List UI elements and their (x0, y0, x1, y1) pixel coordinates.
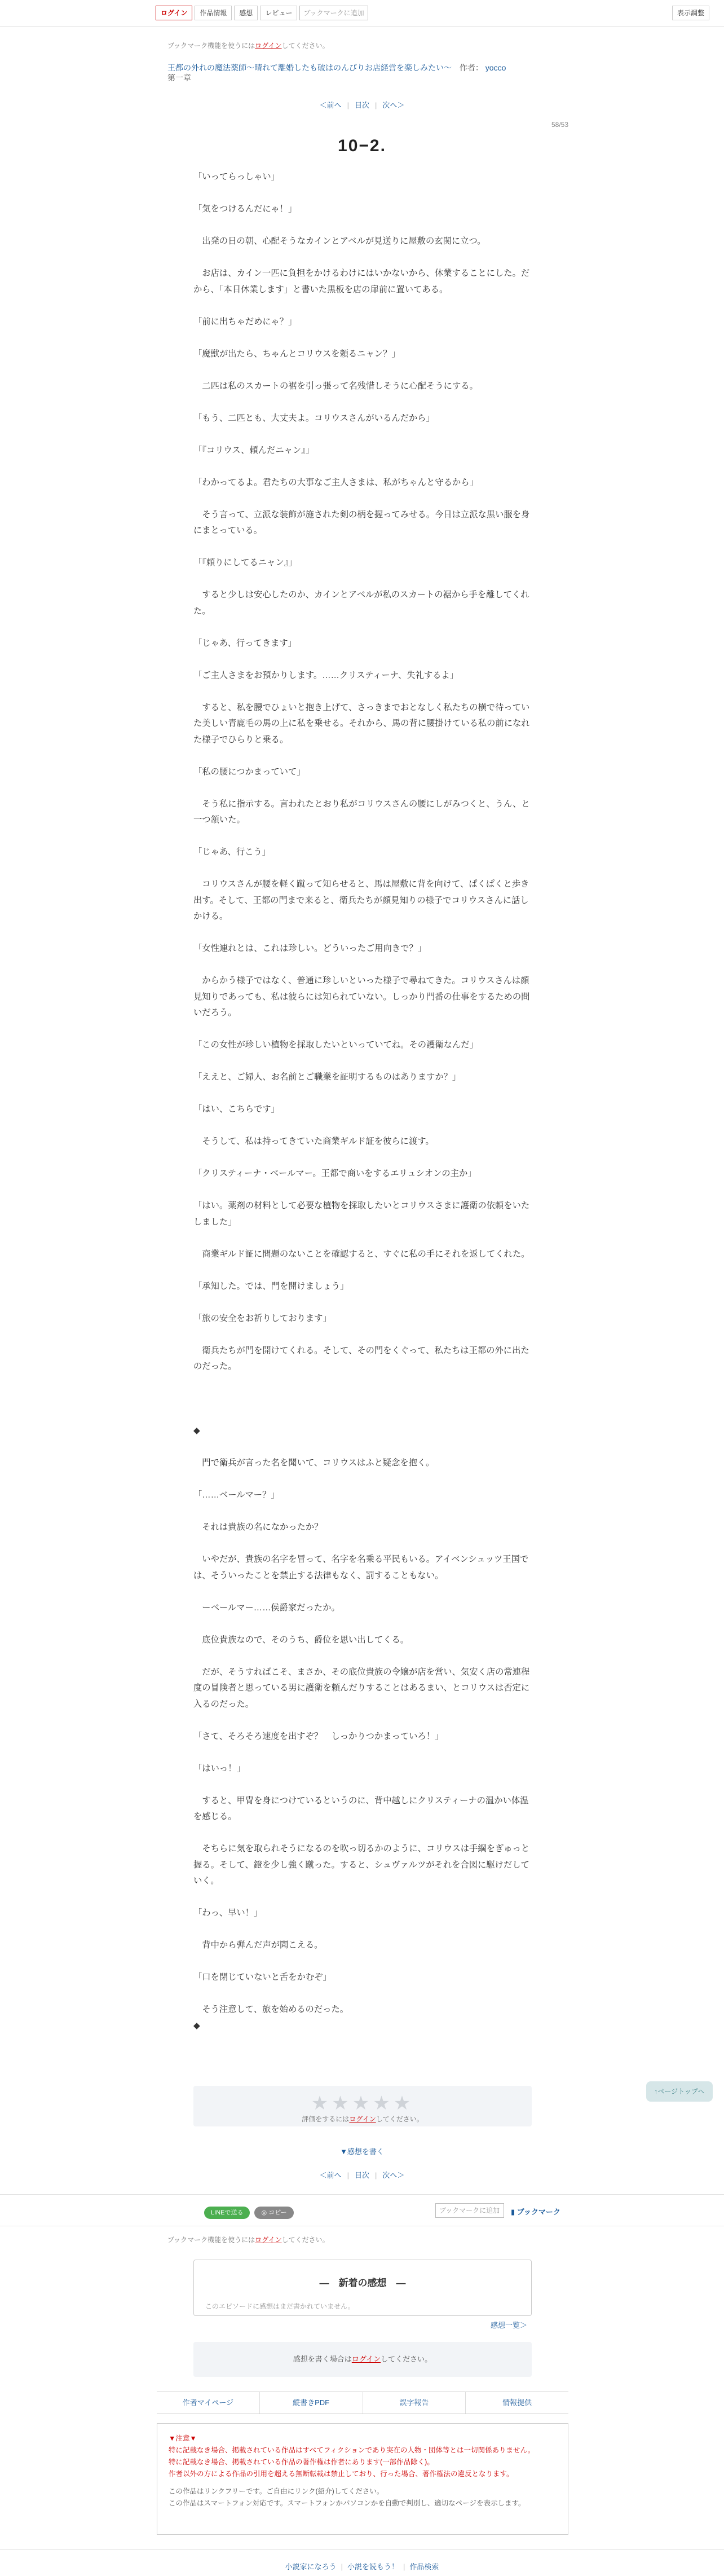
toc-link[interactable]: 目次 (354, 101, 369, 109)
blank-line (193, 1954, 532, 1970)
body-paragraph: 「旅の安全をお祈りしております」 (193, 1313, 332, 1323)
body-paragraph: お店は、カイン一匹に負担をかけるわけにはいかないから、休業することにした。だから、「本日休業します」と書いた黒板を店の扉前に置いてある。 (193, 268, 530, 294)
blank-line (193, 250, 532, 266)
display-settings-button[interactable]: 表示調整 (672, 6, 709, 20)
blank-line (193, 861, 532, 877)
body-paragraph: 「私の腰につかまっていて」 (193, 767, 306, 777)
body-paragraph: そちらに気を取られそうになるのを吹っ切るかのように、コリウスは手綱をぎゅっと握る。そして、鐙を少し強く蹴った。すると、シュヴァルツがそれを合図に駆けだしていく。 (193, 1844, 530, 1886)
next-link[interactable]: 次へ＞ (382, 2171, 405, 2179)
review-login-box (193, 2342, 532, 2377)
body-paragraph: 出発の日の朝、心配そうなカインとアベルが見送りに屋敷の玄関に立つ。 (193, 236, 486, 246)
blank-line (193, 780, 532, 796)
body-paragraph: 「口を閉じていないと舌をかむぞ」 (193, 1972, 332, 1982)
blank-line (193, 1294, 532, 1311)
bookmark-login-link[interactable]: ログイン (255, 42, 282, 50)
prev-link[interactable]: ＜前へ (319, 2171, 342, 2179)
blank-line (193, 1616, 532, 1632)
body-paragraph: そう言って、立派な装飾が施された剣の柄を握ってみせる。今日は立派な黒い服を身にまとっている。 (193, 509, 530, 535)
blank-line (193, 1230, 532, 1247)
line-share-button[interactable]: LINEで送る (204, 2207, 250, 2219)
blank-line (193, 362, 532, 378)
rating-note-suffix: してください。 (376, 2115, 423, 2123)
pager-bottom (0, 2169, 724, 2180)
blank-line (193, 298, 532, 314)
blank-line (193, 1118, 532, 1134)
toc-link[interactable]: 目次 (354, 2171, 369, 2179)
footer-links (157, 2392, 568, 2414)
typo-report-link[interactable]: 誤字報告 (363, 2392, 466, 2414)
author-link[interactable]: yocco (485, 63, 506, 72)
bookmark-note-prefix: ブックマーク機能を使うには (167, 42, 255, 50)
vertical-pdf-link[interactable]: 縦書きPDF (260, 2392, 363, 2414)
body-paragraph: すると少しは安心したのか、カインとアベルが私のスカートの裾から手を離してくれた。 (193, 590, 529, 616)
blank-line (193, 186, 532, 202)
narou-link[interactable]: 小説家になろう (285, 2562, 337, 2571)
page-count: 58/53 (551, 121, 568, 129)
search-link[interactable]: 作品検索 (409, 2562, 439, 2571)
body-paragraph: 底位貴族なので、そのうち、爵位を思い出してくる。 (193, 1635, 409, 1645)
blank-line (193, 330, 532, 346)
pager-sep: | (375, 2171, 377, 2179)
pager-top (0, 99, 724, 110)
blank-line (193, 748, 532, 764)
blank-line (193, 218, 532, 234)
blank-line (193, 491, 532, 507)
review-login-link[interactable]: ログイン (351, 2355, 381, 2363)
top-bar (0, 0, 724, 27)
body-paragraph: 「女性連れとは、これは珍しい。どういったご用向きで？」 (193, 944, 427, 953)
bookmark-button[interactable]: ▮ ブックマーク (511, 2208, 560, 2216)
reviews-list-link[interactable]: 感想一覧＞ (491, 2321, 528, 2330)
bottom-sep: | (341, 2562, 343, 2571)
body-paragraph: 「もう、二匹とも、大丈夫よ。コリウスさんがいるんだから」 (193, 413, 435, 423)
blank-line (193, 1407, 532, 1424)
blank-line (193, 571, 532, 588)
bookmark-login-link[interactable]: ログイン (255, 2236, 282, 2244)
blank-line (193, 1712, 532, 1729)
blank-line (193, 459, 532, 475)
rating-login-note (193, 2114, 532, 2124)
blank-line (193, 651, 532, 668)
body-paragraph: 「ええと、ご婦人、お名前とご職業を証明するものはありますか？」 (193, 1072, 461, 1082)
body-paragraph: 商業ギルド証に問題のないことを確認すると、すぐに私の手にそれを返してくれた。 (193, 1249, 530, 1259)
yomou-link[interactable]: 小説を読もう！ (347, 2562, 399, 2571)
bottom-sep: | (403, 2562, 405, 2571)
blank-line (193, 1584, 532, 1600)
body-paragraph: 「はい。薬剤の材料として必要な植物を採取したいとコリウスさまに護衛の依頼をいたしました」 (193, 1201, 530, 1227)
top-nav (156, 6, 368, 20)
body-paragraph: 「わかってるよ。君たちの大事なご主人さまは、私がちゃんと守るから」 (193, 477, 478, 487)
body-paragraph: だが、そうすればこそ、まさか、その底位貴族の令嬢が店を営い、気安く店の常連程度の冒険者と思っている男に護衛を頼んだりすることはあるまい、とコリウスは否定に入るのだった。 (193, 1667, 530, 1709)
body-paragraph: 二匹は私のスカートの裾を引っ張って名残惜しそうに心配そうにする。 (193, 381, 478, 391)
blank-line (193, 957, 532, 974)
blank-line (193, 1986, 532, 2002)
bookmark-note-suffix: してください。 (281, 2236, 329, 2244)
blank-line (193, 925, 532, 941)
blank-line (193, 1150, 532, 1166)
body-paragraph: いやだが、貴族の名字を冒って、名字を名乗る平民もいる。アイベンシュッツ王国では、そういったことを禁止する法律もなく、罰することもない。 (193, 1555, 529, 1580)
blank-line (193, 1472, 532, 1488)
body-paragraph: ◆ (193, 2020, 200, 2031)
caution-line: 特に記載なき場合、掲載されている作品の著作権は作者にあります(一部作品除く)。 (169, 2458, 434, 2466)
body-paragraph: 衛兵たちが門を開けてくれる。そして、その門をくぐって、私たちは王都の外に出たのだった。 (193, 1345, 529, 1371)
rating-box (193, 2086, 532, 2126)
body-paragraph: 「『コリウス、頼んだニャン』」 (193, 445, 315, 455)
blank-line (193, 1327, 532, 1343)
caution-line: 特に記載なき場合、掲載されている作品はすべてフィクションであり実在の人物・団体等とは一切関係ありません。 (169, 2446, 535, 2454)
blank-line (193, 1922, 532, 1938)
caution-line: 作者以外の方による作品の引用を超える無断転載は禁止しており、行った場合、著作権法の違反となります。 (169, 2470, 514, 2478)
body-paragraph: 「いってらっしゃい」 (193, 172, 280, 182)
blank-line (193, 1182, 532, 1199)
episode-title: 10−2. (338, 136, 386, 155)
body-paragraph: 背中から弾んだ声が聞こえる。 (193, 1940, 323, 1950)
blank-line (193, 1262, 532, 1279)
blank-line (193, 1086, 532, 1102)
info-provide-link[interactable]: 情報提供 (502, 2398, 532, 2407)
rating-note-prefix: 評価をするには (302, 2115, 350, 2123)
blank-line (193, 539, 532, 556)
bookmark-login-note-bottom (167, 2235, 329, 2244)
caution-head: ▼注意▼ (169, 2434, 197, 2442)
body-paragraph: 「じゃあ、行こう」 (193, 847, 271, 857)
no-reviews-message: このエピソードに感想はまだ書かれていません。 (205, 2302, 355, 2310)
body-paragraph: それは貴族の名になかったか？ (193, 1522, 323, 1532)
review-login-prefix: 感想を書く場合は (293, 2355, 352, 2363)
body-paragraph: コリウスさんが腰を軽く蹴って知らせると、馬は屋敷に背を向けて、ぱくぱくと歩き出す。そして、王都の門まで来ると、衛兵たちが顔見知りの様子でコリウスさんに話しかける。 (193, 879, 529, 921)
bookmark-note-suffix: してください。 (281, 42, 329, 50)
author-mypage-link[interactable]: 作者マイページ (157, 2392, 260, 2414)
body-paragraph: すると、私を腰でひょいと抱き上げて、さっきまでおとなしく私たちの横で待っていた美しい青鹿毛の馬の上に私を乗せる。それから、馬の背に腰掛けている私の前になれた様子でひらりと乗る。 (193, 702, 530, 745)
blank-line (193, 1054, 532, 1070)
blank-line (193, 1745, 532, 1761)
reviews-button[interactable]: 感想 (234, 6, 258, 20)
blank-line (193, 1391, 532, 1407)
body-paragraph: 「クリスティーナ・ベールマー。王都で商いをするエリュシオンの主か」 (193, 1169, 476, 1178)
bookmark-add-input-bottom[interactable]: ブックマークに追加 (435, 2203, 504, 2218)
body-paragraph: 「承知した。では、門を開けましょう」 (193, 1281, 349, 1291)
body-paragraph: 「さて、そろそろ速度を出すぞ？ しっかりつかまっていろ！」 (193, 1731, 444, 1741)
author-label: 作者： (459, 63, 483, 72)
body-paragraph: ◆ (193, 1426, 200, 1435)
caution-box (157, 2423, 568, 2535)
rating-login-link[interactable]: ログイン (349, 2115, 376, 2123)
link-free-note: この作品はリンクフリーです。ご自由にリンク(紹介)してください。 (169, 2487, 384, 2495)
blank-line (193, 684, 532, 700)
body-paragraph: 「わっ、早い！」 (193, 1908, 263, 1918)
body-paragraph: からかう様子ではなく、普通に珍しいといった様子で尋ねてきた。コリウスさんは顔見知りであっても、私は彼らには知られていない。しっかり門番の仕事をするための問いだろう。 (193, 976, 530, 1018)
work-info-button[interactable]: 作品情報 (195, 6, 232, 20)
bookmark-login-note (167, 41, 329, 50)
series-line (167, 62, 506, 73)
blank-line (193, 1825, 532, 1842)
review-login-suffix: してください。 (381, 2355, 432, 2363)
blank-line (193, 1021, 532, 1038)
new-reviews-title: ― 新着の感想 ― (319, 2278, 406, 2288)
divider (0, 2549, 724, 2550)
page-top-button[interactable]: ↑ページトップへ (646, 2081, 713, 2102)
bottom-links (0, 2561, 724, 2571)
series-title-link[interactable]: 王都の外れの魔法薬師〜晴れて離婚したも破はのんびりお店経営を楽しみたい〜 (167, 63, 452, 72)
prev-link[interactable]: ＜前へ (319, 101, 342, 109)
bookmark-add-input[interactable]: ブックマークに追加 (299, 6, 368, 20)
blank-line (193, 394, 532, 411)
blank-line (193, 426, 532, 443)
chapter-name: 第一章 (167, 73, 191, 82)
login-button[interactable]: ログイン (156, 6, 192, 20)
write-review-link[interactable]: ▼感想を書く (340, 2147, 384, 2156)
body-paragraph: 「ご主人さまをお預かりします。……クリスティーナ、失礼するよ」 (193, 670, 459, 680)
blank-line (193, 829, 532, 845)
body-paragraph: ーベールマー……侯爵家だったか。 (193, 1602, 340, 1613)
next-link[interactable]: 次へ＞ (382, 101, 405, 109)
body-paragraph: 門で衛兵が言った名を聞いて、コリウスはふと疑念を抱く。 (193, 1458, 435, 1468)
blank-line (193, 1536, 532, 1552)
divider (0, 2194, 724, 2195)
body-paragraph: 「前に出ちゃだめにゃ？」 (193, 316, 297, 327)
review-tab-button[interactable]: レビュー (260, 6, 297, 20)
body-paragraph: 「じゃあ、行ってきます」 (193, 638, 297, 648)
pager-sep: | (347, 101, 349, 109)
blank-line (193, 1375, 532, 1392)
body-paragraph: 「魔獣が出たら、ちゃんとコリウスを頼るニャン？」 (193, 349, 400, 359)
body-paragraph: 「気をつけるんだにゃ！」 (193, 204, 297, 214)
blank-line (193, 1777, 532, 1793)
episode-body (193, 169, 532, 2034)
smartphone-note: この作品はスマートフォン対応です。スマートフォンかパソコンかを自動で判別し、適切なページを表示します。 (169, 2499, 526, 2507)
blank-line (193, 619, 532, 636)
body-paragraph: 「はいっ！」 (193, 1763, 245, 1773)
new-reviews-box (193, 2260, 532, 2316)
body-paragraph: そうして、私は持ってきていた商業ギルド証を彼らに渡す。 (193, 1137, 434, 1146)
body-paragraph: 「『頼りにしてるニャン』」 (193, 558, 297, 567)
blank-line (193, 1439, 532, 1456)
pager-sep: | (347, 2171, 349, 2179)
blank-line (193, 1890, 532, 1906)
blank-line (193, 1504, 532, 1520)
body-paragraph: 「……ベールマー？」 (193, 1490, 280, 1500)
body-paragraph: すると、甲冑を身につけているというのに、背中越しにクリスティーナの温かい体温を感じる。 (193, 1795, 529, 1821)
body-paragraph: そう注意して、旅を始めるのだった。 (193, 2005, 349, 2014)
rating-stars[interactable]: ★★★★★ (311, 2093, 414, 2114)
blank-line (193, 1648, 532, 1665)
body-paragraph: 「この女性が珍しい植物を採取したいといっていてね。その護衛なんだ」 (193, 1040, 478, 1050)
body-paragraph: そう私に指示する。言われたとおり私がコリウスさんの腰にしがみつくと、うん、と一つ頷いた。 (193, 799, 530, 825)
body-paragraph: 「はい、こちらです」 (193, 1104, 280, 1114)
share-row (204, 2207, 294, 2219)
copy-button[interactable]: ◎ コピー (254, 2207, 293, 2219)
bookmark-note-prefix: ブックマーク機能を使うには (167, 2236, 255, 2244)
pager-sep: | (375, 101, 377, 109)
